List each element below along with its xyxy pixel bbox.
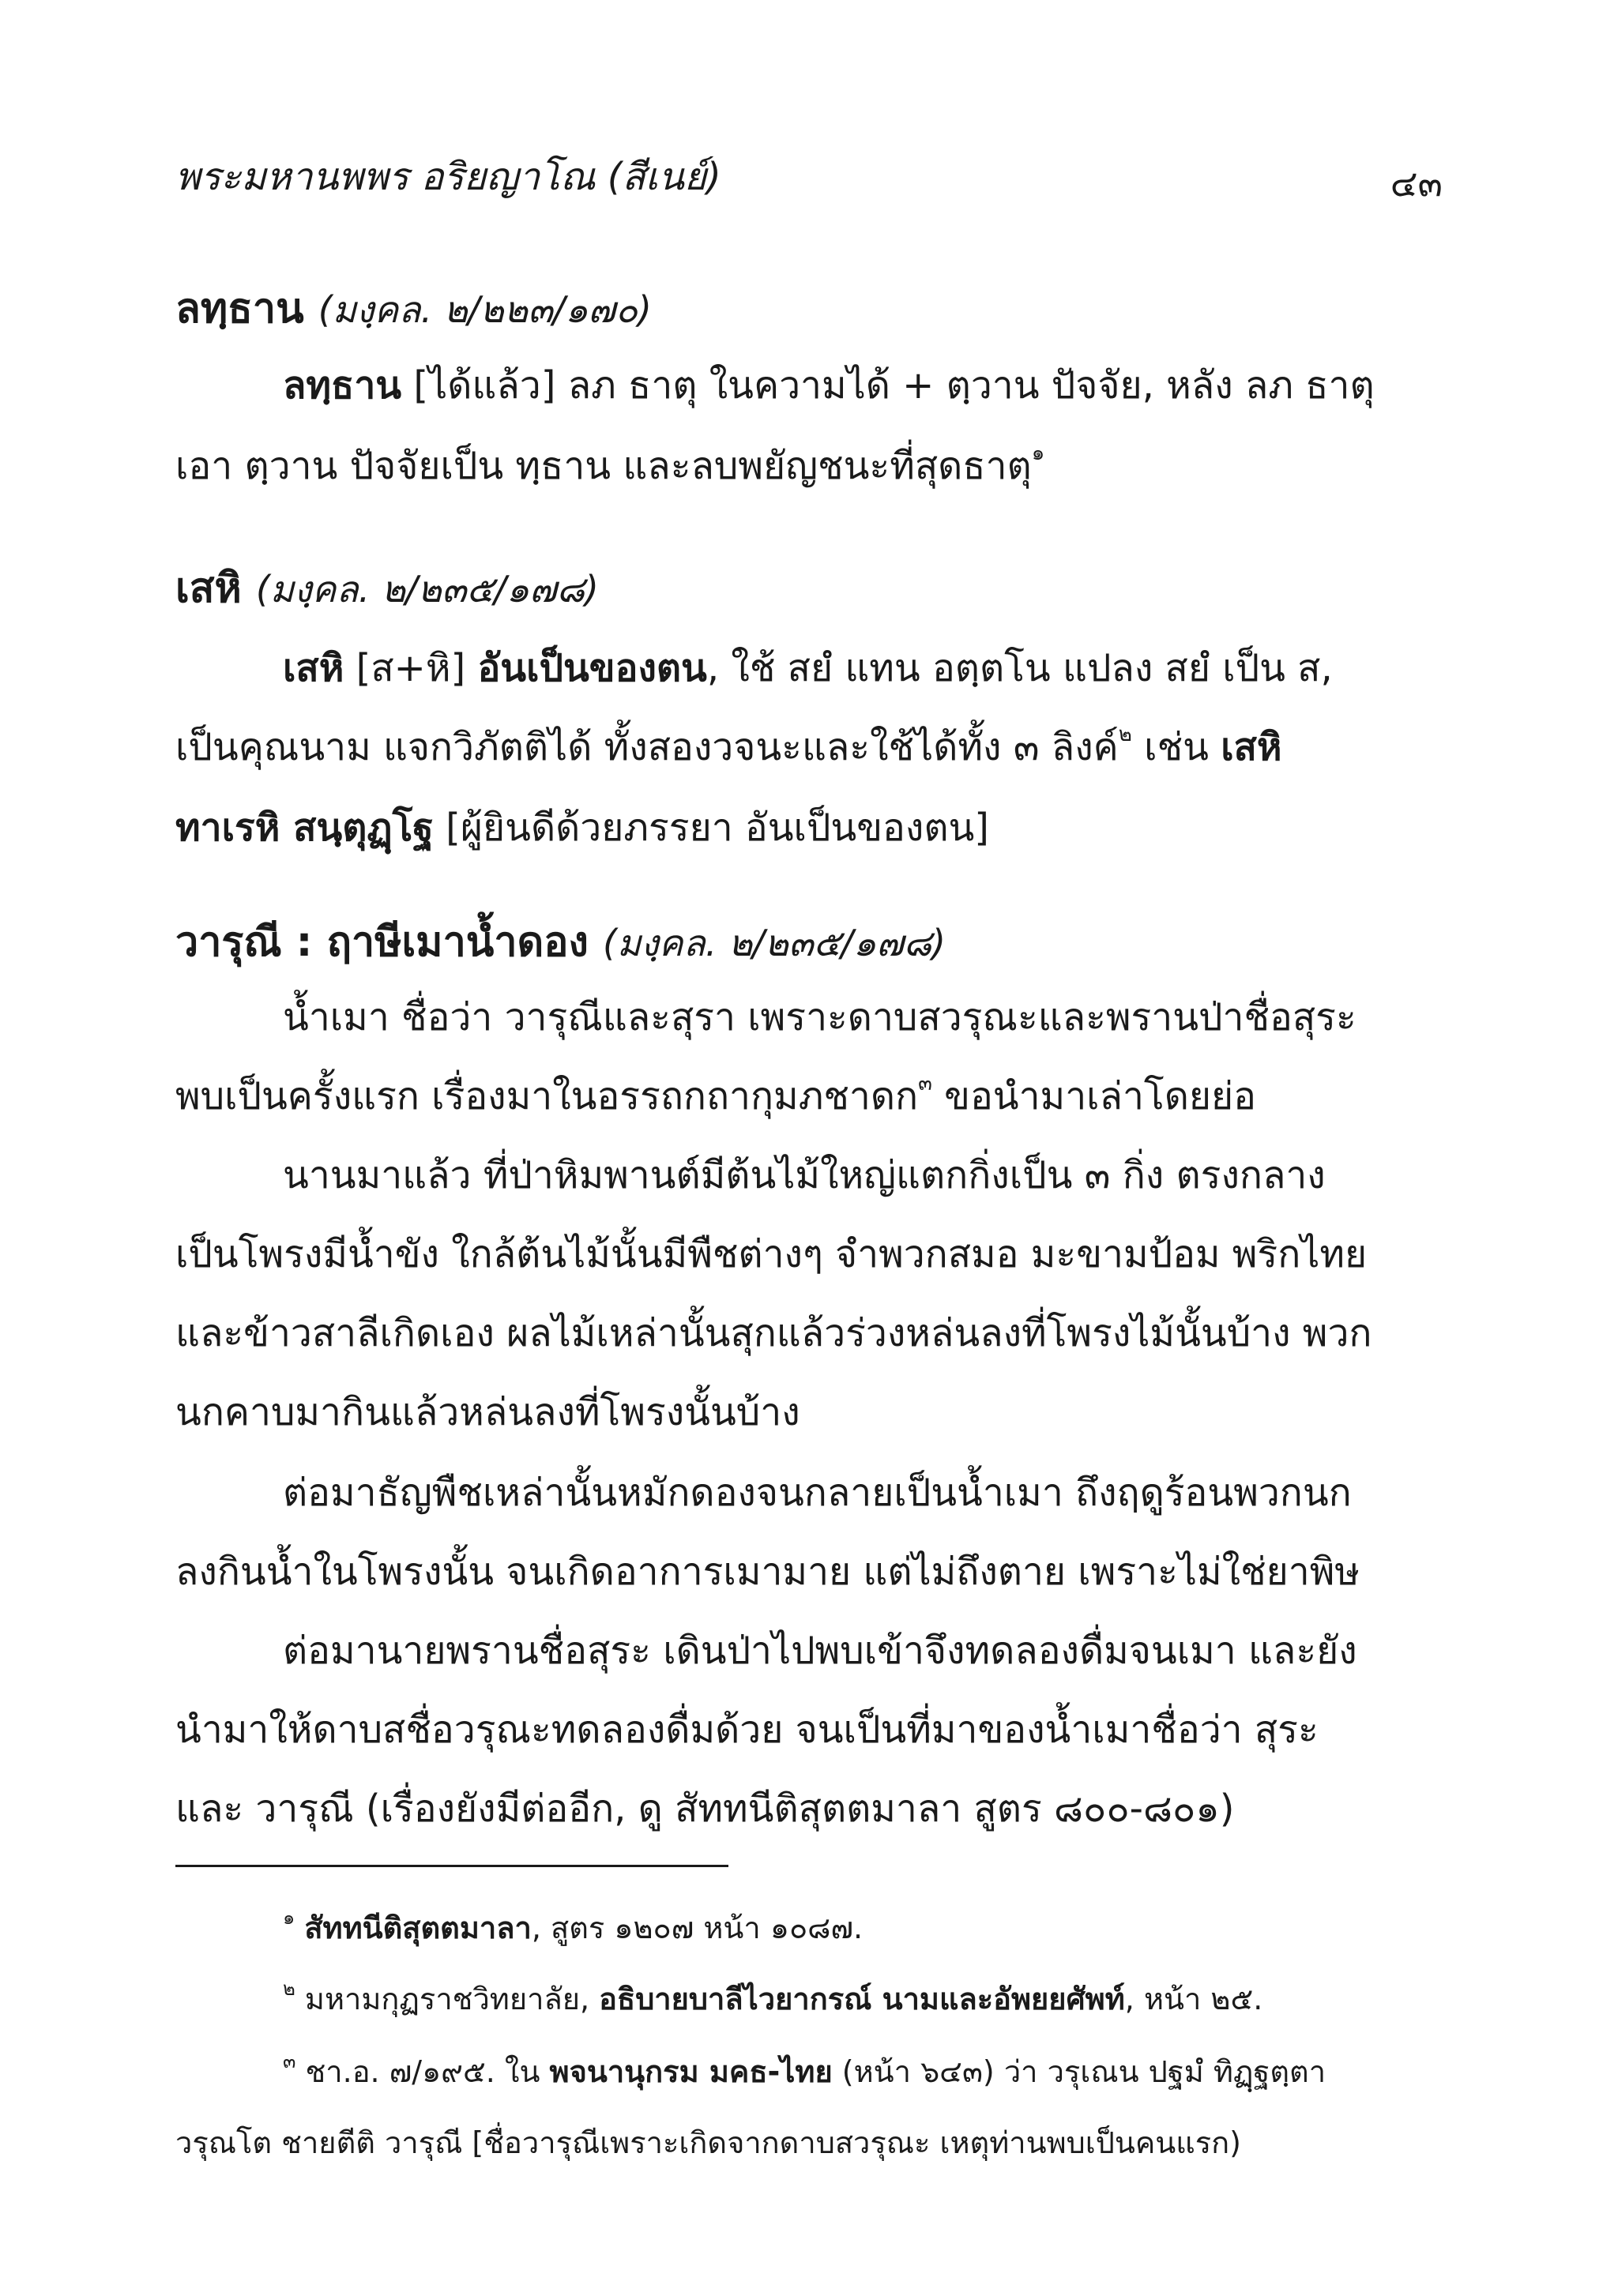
paragraph-line: น้ำเมา ชื่อว่า วารุณีและสุรา เพราะดาบสวรุณะและพรานป่าชื่อสุระ [283, 995, 1356, 1039]
entry-heading [175, 554, 599, 620]
text-run: , ใช้ สยํ แทน อตฺตโน แปลง สยํ เป็น ส, [706, 646, 1333, 690]
entry-reference: (มงฺคล. ๒/๒๓๕/๑๗๘) [603, 922, 946, 964]
bold-term: สัททนีติสุตตมาลา [304, 1911, 532, 1945]
text-run: เอา ตฺวาน ปัจจัยเป็น ทฺธาน และลบพยัญชนะที่สุดธาตุ [175, 444, 1032, 488]
text-run: ชา.อ. ๗/๑๙๕. ใน [305, 2054, 550, 2089]
text-run: , สูตร ๑๒๐๗ หน้า ๑๐๘๗. [531, 1911, 864, 1945]
text-run: มหามกุฏราชวิทยาลัย, [304, 1982, 600, 2016]
text-run: เช่น [1131, 725, 1221, 769]
paragraph-line: นกคาบมากินแล้วหล่นลงที่โพรงนั้นบ้าง [175, 1390, 800, 1434]
paragraph-line: ต่อมาธัญพืชเหล่านั้นหมักดองจนกลายเป็นน้ำเมา ถึงฤดูร้อนพวกนก [283, 1471, 1352, 1515]
footnote-divider [175, 1865, 728, 1867]
footnote-marker: ๒ [1118, 723, 1132, 746]
entry-title: วารุณี : ฤาษีเมาน้ำดอง [175, 919, 589, 966]
paragraph-line: และข้าวสาลีเกิดเอง ผลไม้เหล่านั้นสุกแล้วร่วงหล่นลงที่โพรงไม้นั้นบ้าง พวก [175, 1311, 1372, 1355]
entry-reference: (มงฺคล. ๒/๒๓๕/๑๗๘) [255, 568, 599, 611]
bold-term: เสหิ [283, 646, 344, 690]
entry-title: เสหิ [175, 565, 242, 612]
paragraph-line [175, 717, 1443, 777]
bold-term: ลทฺธาน [283, 363, 402, 408]
footnote-3-continued: วรุณโต ชายตีติ วารุณี [ชื่อวารุณีเพราะเกิดจากดาบสวรุณะ เหตุท่านพบเป็นคนแรก) [175, 2125, 1241, 2160]
paragraph-line [175, 436, 1443, 496]
footnote-3 [283, 2047, 1326, 2095]
footnote-marker: ๑ [1031, 442, 1045, 465]
bold-term: พจนานุกรม มคธ-ไทย [549, 2054, 833, 2089]
footnote-marker: ๓ [918, 1072, 932, 1095]
paragraph-line: ต่อมานายพรานชื่อสุระ เดินป่าไปพบเข้าจึงทดลองดื่มจนเมา และยัง [283, 1629, 1357, 1673]
text-run: ขอนำมาเล่าโดยย่อ [931, 1074, 1256, 1118]
paragraph-line [283, 355, 1443, 415]
paragraph-line [283, 638, 1443, 698]
bold-term: อันเป็นของตน [477, 646, 707, 690]
paragraph-line: ลงกินน้ำในโพรงนั้น จนเกิดอาการเมามาย แต่ไม่ถึงตาย เพราะไม่ใช่ยาพิษ [175, 1550, 1360, 1594]
paragraph-line: และ วารุณี (เรื่องยังมีต่ออีก, ดู สัททนีติสุตตมาลา สูตร ๘๐๐-๘๐๑) [175, 1787, 1235, 1831]
page-number: ๔๓ [1390, 162, 1443, 205]
text-run: พบเป็นครั้งแรก เรื่องมาในอรรถกถากุมภชาดก [175, 1074, 919, 1118]
text-run: (หน้า ๖๔๓) ว่า วรุเณน ปฐมํ ทิฏฺฐตฺตา [832, 2054, 1326, 2089]
footnote-1 [283, 1903, 863, 1952]
footnote-number: ๑ [283, 1907, 295, 1929]
footnote-number: ๓ [283, 2050, 296, 2072]
paragraph-line [175, 798, 1443, 858]
text-run: เป็นคุณนาม แจกวิภัตติได้ ทั้งสองวจนะและใช้ได้ทั้ง ๓ ลิงค์ [175, 725, 1119, 769]
text-run: [ผู้ยินดีด้วยภรรยา อันเป็นของตน] [433, 806, 990, 850]
entry-heading [175, 275, 652, 340]
entry-title: ลทฺธาน [175, 285, 304, 333]
footnote-number: ๒ [283, 1978, 295, 2000]
running-head: พระมหานพพร อริยญาโณ (สีเนย์) [175, 155, 721, 199]
text-run: , หน้า ๒๕. [1124, 1982, 1263, 2016]
entry-reference: (มงฺคล. ๒/๒๒๓/๑๗๐) [318, 288, 652, 331]
text-run: [ส+หิ] [344, 646, 478, 690]
paragraph-line: เป็นโพรงมีน้ำขัง ใกล้ต้นไม้นั้นมีพืชต่างๆ จำพวกสมอ มะขามป้อม พริกไทย [175, 1232, 1368, 1276]
footnote-2 [283, 1975, 1262, 2023]
paragraph-line: นานมาแล้ว ที่ป่าหิมพานต์มีต้นไม้ใหญ่แตกกิ่งเป็น ๓ กิ่ง ตรงกลาง [283, 1153, 1326, 1197]
text-run: [ได้แล้ว] ลภ ธาตุ ในความได้ + ตฺวาน ปัจจัย, หลัง ลภ ธาตุ [401, 363, 1375, 408]
paragraph-line: นำมาให้ดาบสชื่อวรุณะทดลองดื่มด้วย จนเป็นที่มาของน้ำเมาชื่อว่า สุระ [175, 1708, 1319, 1752]
bold-term: อธิบายบาลีไวยากรณ์ นามและอัพยยศัพท์ [599, 1982, 1125, 2016]
bold-term: ทาเรหิ สนฺตุฏฺโฐ [175, 806, 434, 850]
bold-term: เสหิ [1221, 725, 1282, 769]
entry-heading [175, 908, 946, 974]
paragraph-line [175, 1066, 1443, 1126]
